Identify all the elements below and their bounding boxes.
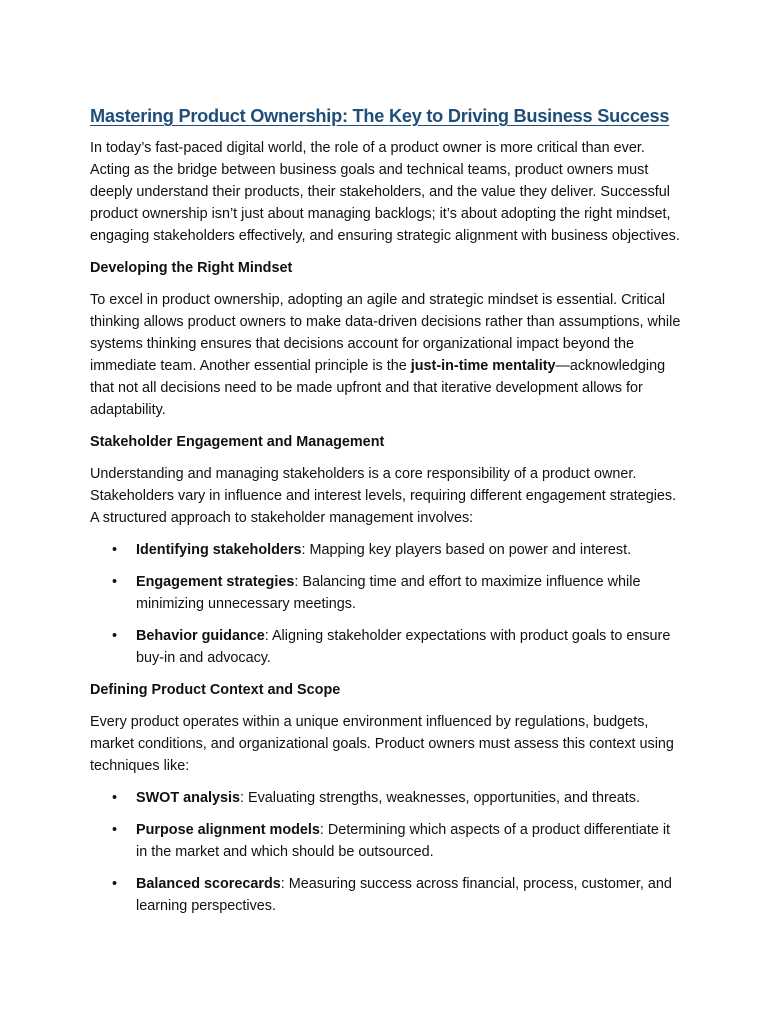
section-heading-mindset: Developing the Right Mindset — [90, 260, 293, 276]
mindset-text-end: —acknowledging that not all decisions need to be made upfront and that iterative development allows for adaptability. — [90, 358, 666, 418]
mindset-text-start: To excel in product ownership, adopting an agile and strategic mindset is essential. Critical thinking allows product owners to make data-driven decisions rather than assumptions, while systems thinking ensures that decisions account for organizational impact beyond the immediate team. Another essential principle is the — [90, 292, 681, 374]
list-item — [112, 539, 682, 561]
list-item-term: Engagement strategies — [136, 574, 295, 590]
document-page — [90, 103, 682, 927]
list-item-term: SWOT analysis — [136, 790, 240, 806]
context-list — [90, 787, 682, 917]
bullet-icon: • — [112, 574, 118, 590]
context-paragraph: Every product operates within a unique environment influenced by regulations, budgets, market conditions, and organizational goals. Product owners must assess this context using techniques like: — [90, 714, 674, 774]
list-item — [112, 571, 682, 615]
list-item-term: Behavior guidance — [136, 628, 265, 644]
intro-paragraph: In today’s fast-paced digital world, the role of a product owner is more critical than ever. Acting as the bridge between business goals and technical teams, product owners must deeply understand their products, their stakeholders, and the value they deliver. Successful product ownership isn’t just about managing backlogs; it’s about adopting the right mindset, engaging stakeholders effectively, and ensuring strategic alignment with business objectives. — [90, 140, 680, 244]
bullet-icon: • — [112, 542, 118, 558]
list-item — [112, 787, 682, 809]
list-item-term: Identifying stakeholders — [136, 542, 302, 558]
mindset-bold-term: just-in-time mentality — [410, 358, 556, 374]
list-item — [112, 873, 682, 917]
bullet-icon: • — [112, 790, 118, 806]
list-item-desc: : Balancing time and effort to maximize influence while minimizing unnecessary meetings. — [136, 574, 641, 612]
list-item-term: Purpose alignment models — [136, 822, 320, 838]
list-item-desc: : Mapping key players based on power and interest. — [301, 542, 632, 558]
list-item-desc: : Determining which aspects of a product differentiate it in the market and which should be outsourced. — [136, 822, 671, 860]
list-item-desc: : Evaluating strengths, weaknesses, opportunities, and threats. — [239, 790, 640, 806]
list-item-desc: : Measuring success across financial, process, customer, and learning perspectives. — [136, 876, 672, 914]
stakeholders-list — [90, 539, 682, 669]
section-heading-stakeholders: Stakeholder Engagement and Management — [90, 434, 385, 450]
list-item-desc: : Aligning stakeholder expectations with product goals to ensure buy-in and advocacy. — [136, 628, 671, 666]
bullet-icon: • — [112, 628, 118, 644]
mindset-paragraph — [90, 289, 682, 421]
list-item — [112, 625, 682, 669]
list-item — [112, 819, 682, 863]
bullet-icon: • — [112, 822, 118, 838]
bullet-icon: • — [112, 876, 118, 892]
stakeholders-paragraph: Understanding and managing stakeholders is a core responsibility of a product owner. Stakeholders vary in influence and interest levels, requiring different engagement strategies. A structured approach to stakeholder management involves: — [90, 466, 677, 526]
document-title: Mastering Product Ownership: The Key to Driving Business Success — [90, 106, 670, 126]
section-heading-context: Defining Product Context and Scope — [90, 682, 341, 698]
list-item-term: Balanced scorecards — [136, 876, 281, 892]
